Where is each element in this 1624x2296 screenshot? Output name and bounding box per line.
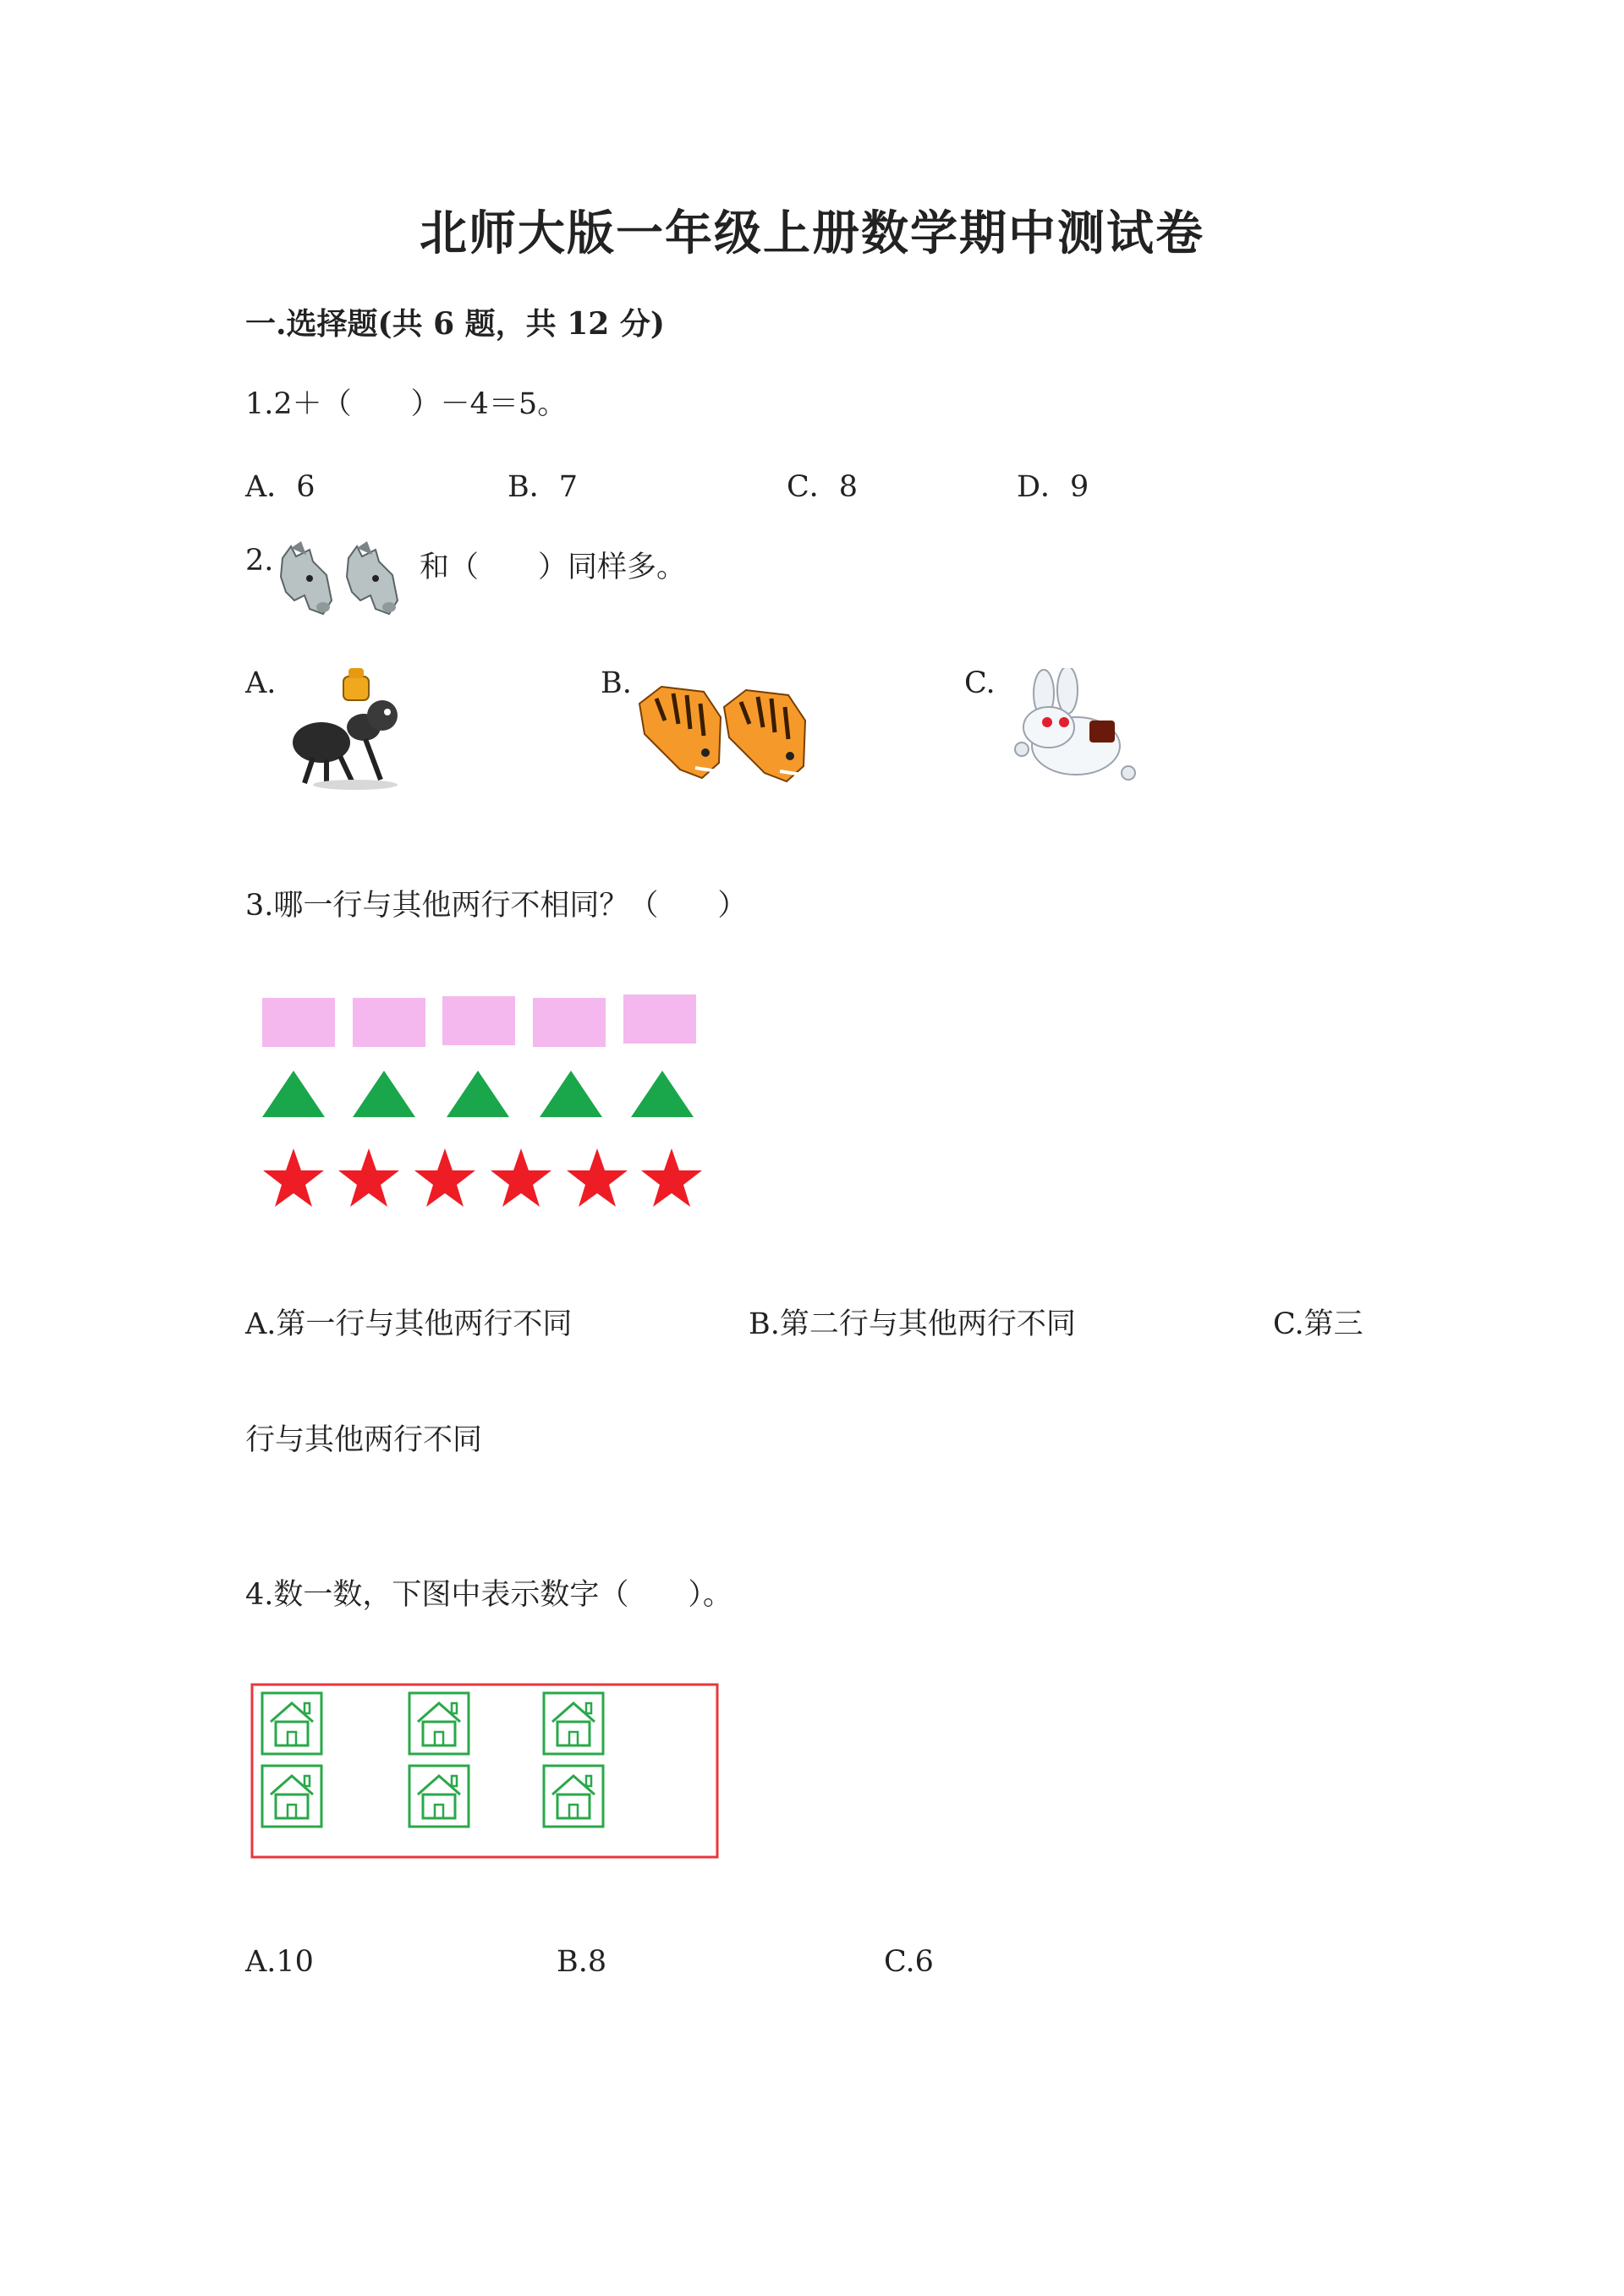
pink-square <box>262 998 335 1047</box>
triangle-row <box>262 1071 694 1117</box>
house-icon <box>409 1693 469 1754</box>
section-heading: 一.选择题(共 6 题，共 12 分) <box>245 306 665 342</box>
question-4-option-a: A.10 <box>245 1945 314 1979</box>
question-3-option-b: B.第二行与其他两行不同 <box>749 1307 1076 1341</box>
question-2-stem: 和（ ）同样多。 <box>420 551 687 584</box>
green-triangle <box>447 1071 509 1117</box>
red-star <box>338 1148 399 1207</box>
question-3-option-c: C.第三 <box>1273 1307 1363 1341</box>
question-3-stem: 3.哪一行与其他两行不相同？（ ） <box>245 889 748 923</box>
question-2-option-b: B. <box>601 666 632 700</box>
pink-square <box>353 998 425 1047</box>
question-4-option-c: C.6 <box>884 1945 934 1979</box>
question-1-option-c: C．8 <box>787 470 859 504</box>
ant-image <box>288 665 414 792</box>
red-star <box>414 1148 475 1207</box>
question-4-option-b: B.8 <box>557 1945 607 1979</box>
question-3-option-a: A.第一行与其他两行不同 <box>245 1307 573 1341</box>
green-triangle <box>631 1071 694 1117</box>
question-2-option-c: C. <box>964 666 996 700</box>
page-title: 北师大版一年级上册数学期中测试卷 <box>420 205 1204 261</box>
star-row <box>263 1148 702 1207</box>
tigers-image <box>636 670 818 784</box>
square-row <box>262 995 696 1047</box>
question-4-stem: 4.数一数，下图中表示数字（ ）。 <box>245 1578 732 1612</box>
green-triangle <box>262 1071 325 1117</box>
red-star <box>567 1148 628 1207</box>
houses-figure <box>250 1683 720 1860</box>
red-star <box>641 1148 702 1207</box>
house-icon <box>544 1693 603 1754</box>
green-triangle <box>540 1071 602 1117</box>
horse-heads-image <box>276 541 415 619</box>
question-2-option-a: A. <box>245 666 277 700</box>
question-1-option-d: D．9 <box>1017 470 1089 504</box>
question-2-number: 2. <box>245 544 274 578</box>
question-1-stem: 1.2＋（ ）－4＝5。 <box>245 387 568 421</box>
question-1-option-a: A．6 <box>245 470 315 504</box>
shape-rows-figure <box>254 988 710 1216</box>
green-triangle <box>353 1071 415 1117</box>
rabbit-image <box>1005 668 1140 786</box>
pink-square <box>442 996 515 1045</box>
pink-square <box>623 995 696 1044</box>
red-star <box>491 1148 551 1207</box>
red-star <box>263 1148 324 1207</box>
pink-square <box>533 998 606 1047</box>
question-1-option-b: B．7 <box>508 470 578 504</box>
question-3-option-c-continued: 行与其他两行不同 <box>245 1423 483 1457</box>
house-icon <box>262 1693 321 1754</box>
house-icon <box>409 1766 469 1827</box>
house-icon <box>544 1766 603 1827</box>
house-icon <box>262 1766 321 1827</box>
